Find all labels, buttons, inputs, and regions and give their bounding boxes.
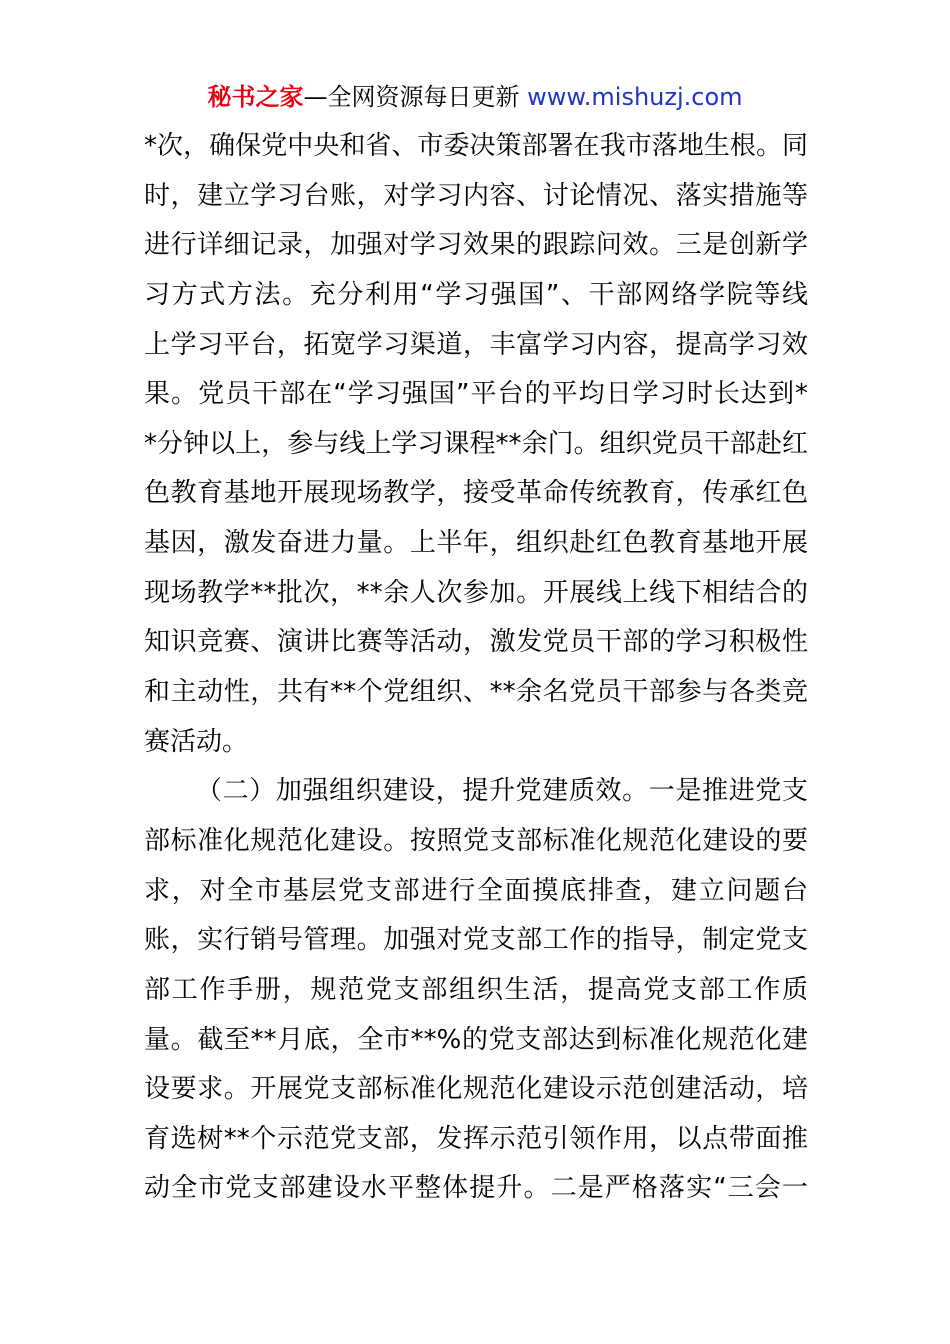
site-brand: 秘书之家 <box>207 83 304 111</box>
text-line: 部工作手册，规范党支部组织生活，提高党支部工作质 <box>144 974 808 1005</box>
text-line: 进行详细记录，加强对学习效果的跟踪问效。三是创新学 <box>144 230 808 261</box>
text-line: 育选树**个示范党支部，发挥示范引领作用，以点带面推 <box>144 1123 808 1154</box>
text-line: 现场教学**批次，**余人次参加。开展线上线下相结合的 <box>144 577 808 608</box>
text-line: 账，实行销号管理。加强对党支部工作的指导，制定党支 <box>144 925 808 956</box>
text-line: 上学习平台，拓宽学习渠道，丰富学习内容，提高学习效 <box>144 329 808 360</box>
paragraph-end-line: 赛活动。 <box>144 726 249 757</box>
text-line: 色教育基地开展现场教学，接受革命传统教育，传承红色 <box>144 478 808 509</box>
document-body <box>144 122 808 1214</box>
site-url[interactable]: www.mishuzj.com <box>527 83 743 111</box>
site-tagline: —全网资源每日更新 <box>303 83 528 111</box>
text-line: 动全市党支部建设水平整体提升。二是严格落实“三会一 <box>144 1173 808 1204</box>
text-line: 量。截至**月底，全市**%的党支部达到标准化规范化建 <box>144 1024 808 1055</box>
text-line: 习方式方法。充分利用“学习强国”、干部网络学院等线 <box>144 279 808 310</box>
text-line: 果。党员干部在“学习强国”平台的平均日学习时长达到* <box>144 379 808 410</box>
text-line: 设要求。开展党支部标准化规范化建设示范创建活动，培 <box>144 1074 808 1105</box>
text-line: 部标准化规范化建设。按照党支部标准化规范化建设的要 <box>144 825 808 856</box>
text-line: 基因，激发奋进力量。上半年，组织赴红色教育基地开展 <box>144 528 808 559</box>
paragraph-start-line: （二）加强组织建设，提升党建质效。一是推进党支 <box>196 776 808 807</box>
text-line: 和主动性，共有**个党组织、**余名党员干部参与各类竞 <box>144 677 808 708</box>
text-line: 求，对全市基层党支部进行全面摸底排查，建立问题台 <box>144 875 808 906</box>
text-line: *次，确保党中央和省、市委决策部署在我市落地生根。同 <box>144 131 808 161</box>
page-header <box>0 80 950 114</box>
text-line: 知识竞赛、演讲比赛等活动，激发党员干部的学习积极性 <box>144 627 808 658</box>
text-line: 时，建立学习台账，对学习内容、讨论情况、落实措施等 <box>144 180 808 211</box>
text-line: *分钟以上，参与线上学习课程**余门。组织党员干部赴红 <box>144 428 808 459</box>
